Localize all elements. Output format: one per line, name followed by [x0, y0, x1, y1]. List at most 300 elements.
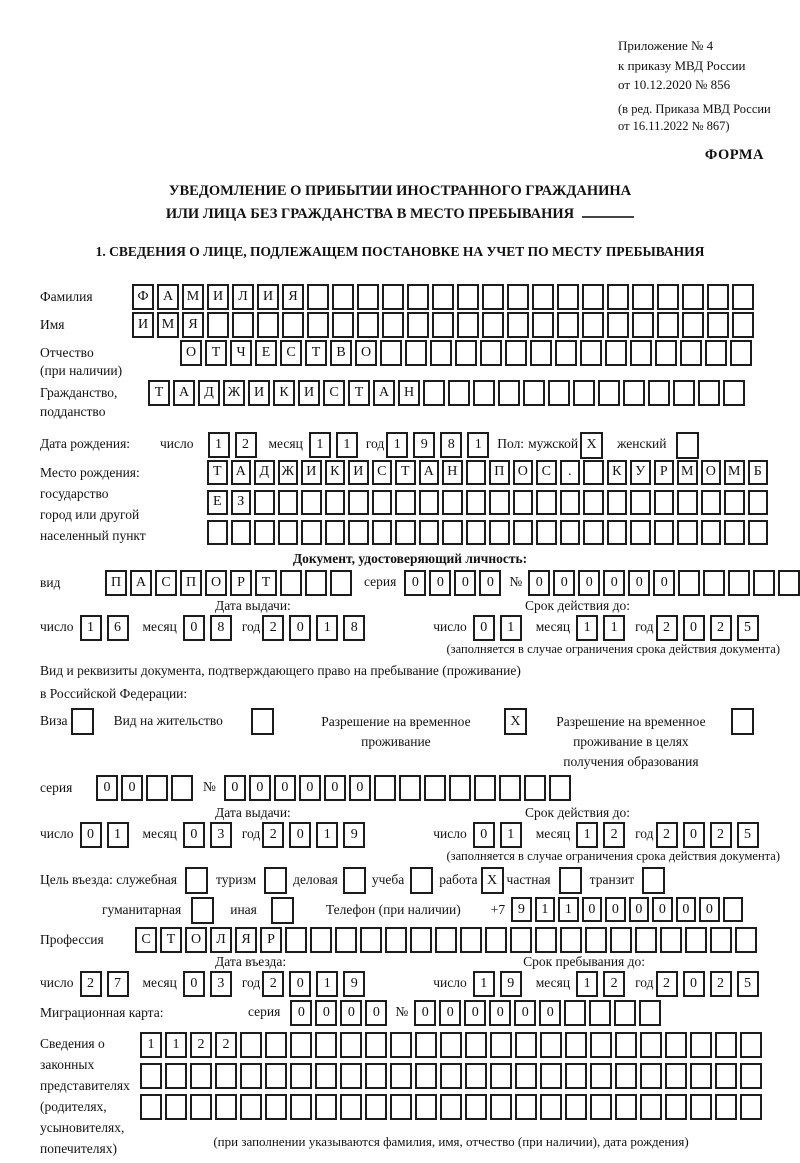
char-cell[interactable] — [590, 1094, 612, 1120]
char-cell[interactable]: 0 — [439, 1000, 461, 1026]
char-cell[interactable]: Т — [148, 380, 170, 406]
char-cell[interactable] — [648, 380, 670, 406]
char-cell[interactable] — [505, 340, 527, 366]
char-cell[interactable]: Д — [198, 380, 220, 406]
purpose-transit-checkbox[interactable] — [642, 867, 665, 894]
char-cell[interactable] — [582, 312, 604, 338]
char-cell[interactable]: К — [325, 460, 346, 485]
sex-female-checkbox[interactable] — [676, 432, 699, 459]
char-cell[interactable]: 0 — [629, 897, 650, 922]
char-cell[interactable]: С — [372, 460, 393, 485]
char-cell[interactable] — [573, 380, 595, 406]
char-cell[interactable]: М — [157, 312, 179, 338]
char-cell[interactable] — [340, 1094, 362, 1120]
char-cell[interactable] — [165, 1094, 187, 1120]
char-cell[interactable]: 1 — [316, 615, 338, 641]
char-cell[interactable] — [395, 490, 416, 515]
char-cell[interactable] — [473, 380, 495, 406]
char-cell[interactable] — [415, 1032, 437, 1058]
char-cell[interactable] — [380, 340, 402, 366]
char-cell[interactable] — [589, 1000, 611, 1026]
char-cell[interactable] — [654, 490, 675, 515]
char-cell[interactable] — [630, 520, 651, 545]
char-cell[interactable]: 5 — [737, 615, 759, 641]
char-cell[interactable]: П — [180, 570, 202, 596]
char-cell[interactable] — [489, 490, 510, 515]
char-cell[interactable]: 2 — [656, 822, 678, 848]
char-cell[interactable] — [466, 490, 487, 515]
char-cell[interactable] — [555, 340, 577, 366]
char-cell[interactable] — [490, 1032, 512, 1058]
char-cell[interactable]: Т — [205, 340, 227, 366]
char-cell[interactable] — [372, 520, 393, 545]
char-cell[interactable]: Т — [160, 927, 182, 953]
char-cell[interactable]: С — [155, 570, 177, 596]
char-cell[interactable]: 0 — [340, 1000, 362, 1026]
purpose-work-checkbox[interactable]: X — [481, 867, 504, 894]
char-cell[interactable] — [703, 570, 725, 596]
char-cell[interactable] — [507, 284, 529, 310]
char-cell[interactable]: 7 — [107, 971, 129, 997]
char-cell[interactable]: 0 — [183, 615, 205, 641]
char-cell[interactable] — [657, 284, 679, 310]
char-cell[interactable]: 2 — [215, 1032, 237, 1058]
char-cell[interactable] — [278, 490, 299, 515]
char-cell[interactable] — [682, 312, 704, 338]
char-cell[interactable] — [332, 284, 354, 310]
char-cell[interactable] — [360, 927, 382, 953]
char-cell[interactable] — [448, 380, 470, 406]
char-cell[interactable]: 1 — [500, 822, 522, 848]
char-cell[interactable] — [140, 1063, 162, 1089]
char-cell[interactable]: О — [185, 927, 207, 953]
char-cell[interactable] — [440, 1032, 462, 1058]
char-cell[interactable]: Ж — [223, 380, 245, 406]
char-cell[interactable]: 8 — [210, 615, 232, 641]
char-cell[interactable]: М — [182, 284, 204, 310]
char-cell[interactable] — [623, 380, 645, 406]
char-cell[interactable] — [524, 775, 546, 801]
char-cell[interactable]: Р — [230, 570, 252, 596]
char-cell[interactable] — [728, 570, 750, 596]
char-cell[interactable] — [278, 520, 299, 545]
char-cell[interactable] — [730, 340, 752, 366]
char-cell[interactable] — [515, 1094, 537, 1120]
char-cell[interactable]: И — [301, 460, 322, 485]
char-cell[interactable]: 1 — [558, 897, 579, 922]
char-cell[interactable] — [701, 520, 722, 545]
char-cell[interactable] — [282, 312, 304, 338]
char-cell[interactable]: О — [355, 340, 377, 366]
char-cell[interactable]: 0 — [479, 570, 501, 596]
char-cell[interactable] — [449, 775, 471, 801]
char-cell[interactable] — [690, 1063, 712, 1089]
char-cell[interactable] — [677, 520, 698, 545]
char-cell[interactable] — [654, 520, 675, 545]
char-cell[interactable]: М — [724, 460, 745, 485]
char-cell[interactable] — [165, 1063, 187, 1089]
char-cell[interactable] — [523, 380, 545, 406]
char-cell[interactable]: О — [513, 460, 534, 485]
char-cell[interactable] — [540, 1094, 562, 1120]
char-cell[interactable]: И — [248, 380, 270, 406]
char-cell[interactable] — [432, 284, 454, 310]
char-cell[interactable]: 2 — [262, 615, 284, 641]
char-cell[interactable] — [740, 1094, 762, 1120]
char-cell[interactable]: 0 — [290, 1000, 312, 1026]
char-cell[interactable] — [435, 927, 457, 953]
char-cell[interactable]: 2 — [603, 822, 625, 848]
char-cell[interactable] — [615, 1094, 637, 1120]
char-cell[interactable] — [640, 1032, 662, 1058]
char-cell[interactable] — [330, 570, 352, 596]
char-cell[interactable] — [357, 284, 379, 310]
char-cell[interactable]: 0 — [299, 775, 321, 801]
char-cell[interactable] — [535, 927, 557, 953]
char-cell[interactable] — [560, 490, 581, 515]
char-cell[interactable]: 2 — [603, 971, 625, 997]
char-cell[interactable]: 0 — [183, 971, 205, 997]
char-cell[interactable] — [290, 1032, 312, 1058]
char-cell[interactable] — [657, 312, 679, 338]
char-cell[interactable] — [678, 570, 700, 596]
char-cell[interactable] — [455, 340, 477, 366]
char-cell[interactable]: А — [130, 570, 152, 596]
char-cell[interactable] — [340, 1032, 362, 1058]
char-cell[interactable] — [215, 1094, 237, 1120]
char-cell[interactable] — [340, 1063, 362, 1089]
char-cell[interactable]: В — [330, 340, 352, 366]
char-cell[interactable] — [415, 1094, 437, 1120]
char-cell[interactable]: О — [701, 460, 722, 485]
char-cell[interactable]: 3 — [210, 822, 232, 848]
char-cell[interactable] — [307, 284, 329, 310]
char-cell[interactable] — [399, 775, 421, 801]
char-cell[interactable]: И — [257, 284, 279, 310]
char-cell[interactable] — [190, 1094, 212, 1120]
temp-residence-checkbox[interactable]: X — [504, 708, 527, 735]
char-cell[interactable]: 1 — [467, 432, 489, 458]
char-cell[interactable] — [440, 1063, 462, 1089]
char-cell[interactable] — [549, 775, 571, 801]
char-cell[interactable] — [690, 1094, 712, 1120]
char-cell[interactable] — [442, 490, 463, 515]
char-cell[interactable] — [753, 570, 775, 596]
char-cell[interactable] — [485, 927, 507, 953]
char-cell[interactable] — [490, 1063, 512, 1089]
char-cell[interactable]: Н — [398, 380, 420, 406]
char-cell[interactable]: 0 — [683, 971, 705, 997]
char-cell[interactable]: Ф — [132, 284, 154, 310]
char-cell[interactable] — [701, 490, 722, 515]
char-cell[interactable]: 0 — [289, 971, 311, 997]
char-cell[interactable] — [265, 1094, 287, 1120]
char-cell[interactable]: 1 — [80, 615, 102, 641]
char-cell[interactable] — [583, 490, 604, 515]
char-cell[interactable] — [640, 1063, 662, 1089]
char-cell[interactable] — [715, 1032, 737, 1058]
char-cell[interactable]: . — [560, 460, 581, 485]
char-cell[interactable]: 0 — [224, 775, 246, 801]
char-cell[interactable] — [240, 1032, 262, 1058]
char-cell[interactable]: И — [348, 460, 369, 485]
char-cell[interactable]: Т — [305, 340, 327, 366]
char-cell[interactable]: 9 — [343, 822, 365, 848]
char-cell[interactable]: 0 — [429, 570, 451, 596]
char-cell[interactable] — [580, 340, 602, 366]
purpose-other-checkbox[interactable] — [271, 897, 294, 924]
char-cell[interactable] — [748, 520, 769, 545]
char-cell[interactable] — [607, 490, 628, 515]
char-cell[interactable]: 0 — [473, 615, 495, 641]
char-cell[interactable]: О — [205, 570, 227, 596]
char-cell[interactable] — [715, 1094, 737, 1120]
char-cell[interactable] — [315, 1063, 337, 1089]
char-cell[interactable] — [685, 927, 707, 953]
char-cell[interactable] — [419, 490, 440, 515]
char-cell[interactable] — [482, 284, 504, 310]
char-cell[interactable]: Т — [255, 570, 277, 596]
char-cell[interactable]: 0 — [582, 897, 603, 922]
char-cell[interactable]: 1 — [165, 1032, 187, 1058]
char-cell[interactable] — [482, 312, 504, 338]
char-cell[interactable]: Ж — [278, 460, 299, 485]
char-cell[interactable] — [532, 312, 554, 338]
char-cell[interactable] — [171, 775, 193, 801]
char-cell[interactable] — [513, 490, 534, 515]
char-cell[interactable]: А — [373, 380, 395, 406]
char-cell[interactable] — [565, 1094, 587, 1120]
char-cell[interactable]: 0 — [249, 775, 271, 801]
char-cell[interactable] — [590, 1063, 612, 1089]
char-cell[interactable]: 1 — [208, 432, 230, 458]
char-cell[interactable] — [146, 775, 168, 801]
char-cell[interactable]: 2 — [235, 432, 257, 458]
char-cell[interactable]: 0 — [553, 570, 575, 596]
char-cell[interactable]: 0 — [489, 1000, 511, 1026]
char-cell[interactable]: 0 — [514, 1000, 536, 1026]
char-cell[interactable] — [460, 927, 482, 953]
char-cell[interactable] — [382, 312, 404, 338]
char-cell[interactable] — [489, 520, 510, 545]
char-cell[interactable]: 8 — [440, 432, 462, 458]
char-cell[interactable] — [640, 1094, 662, 1120]
char-cell[interactable]: 1 — [316, 971, 338, 997]
char-cell[interactable] — [215, 1063, 237, 1089]
char-cell[interactable] — [732, 312, 754, 338]
char-cell[interactable] — [536, 490, 557, 515]
char-cell[interactable]: Т — [207, 460, 228, 485]
char-cell[interactable]: П — [105, 570, 127, 596]
char-cell[interactable] — [390, 1032, 412, 1058]
char-cell[interactable] — [707, 312, 729, 338]
char-cell[interactable] — [265, 1032, 287, 1058]
char-cell[interactable]: Р — [654, 460, 675, 485]
purpose-business-checkbox[interactable] — [343, 867, 366, 894]
char-cell[interactable]: С — [323, 380, 345, 406]
char-cell[interactable] — [724, 490, 745, 515]
char-cell[interactable] — [565, 1063, 587, 1089]
char-cell[interactable]: 0 — [289, 615, 311, 641]
char-cell[interactable]: Д — [254, 460, 275, 485]
char-cell[interactable] — [707, 284, 729, 310]
char-cell[interactable]: 0 — [676, 897, 697, 922]
char-cell[interactable] — [207, 520, 228, 545]
char-cell[interactable]: 1 — [603, 615, 625, 641]
char-cell[interactable]: 1 — [473, 971, 495, 997]
char-cell[interactable]: 0 — [274, 775, 296, 801]
char-cell[interactable] — [405, 340, 427, 366]
char-cell[interactable]: 9 — [511, 897, 532, 922]
char-cell[interactable]: 2 — [190, 1032, 212, 1058]
char-cell[interactable]: 1 — [107, 822, 129, 848]
char-cell[interactable] — [365, 1032, 387, 1058]
char-cell[interactable]: Б — [748, 460, 769, 485]
char-cell[interactable] — [583, 460, 604, 485]
char-cell[interactable]: 0 — [683, 615, 705, 641]
char-cell[interactable]: 0 — [121, 775, 143, 801]
char-cell[interactable] — [415, 1063, 437, 1089]
char-cell[interactable] — [410, 927, 432, 953]
char-cell[interactable]: 0 — [324, 775, 346, 801]
char-cell[interactable] — [372, 490, 393, 515]
char-cell[interactable] — [630, 490, 651, 515]
char-cell[interactable]: Л — [210, 927, 232, 953]
char-cell[interactable] — [565, 1032, 587, 1058]
char-cell[interactable]: 1 — [336, 432, 358, 458]
char-cell[interactable]: 2 — [710, 615, 732, 641]
char-cell[interactable] — [207, 312, 229, 338]
char-cell[interactable]: И — [298, 380, 320, 406]
char-cell[interactable]: С — [135, 927, 157, 953]
char-cell[interactable] — [513, 520, 534, 545]
char-cell[interactable] — [515, 1063, 537, 1089]
char-cell[interactable]: 1 — [316, 822, 338, 848]
char-cell[interactable]: 0 — [315, 1000, 337, 1026]
temp-residence-education-checkbox[interactable] — [731, 708, 754, 735]
char-cell[interactable]: 1 — [309, 432, 331, 458]
char-cell[interactable]: 0 — [699, 897, 720, 922]
char-cell[interactable] — [390, 1063, 412, 1089]
char-cell[interactable] — [457, 284, 479, 310]
char-cell[interactable]: 9 — [500, 971, 522, 997]
char-cell[interactable] — [419, 520, 440, 545]
char-cell[interactable]: 0 — [528, 570, 550, 596]
char-cell[interactable] — [732, 284, 754, 310]
char-cell[interactable]: С — [280, 340, 302, 366]
char-cell[interactable]: 8 — [343, 615, 365, 641]
char-cell[interactable]: 1 — [576, 822, 598, 848]
char-cell[interactable] — [423, 380, 445, 406]
char-cell[interactable] — [605, 340, 627, 366]
char-cell[interactable]: 0 — [605, 897, 626, 922]
char-cell[interactable] — [310, 927, 332, 953]
char-cell[interactable] — [254, 520, 275, 545]
char-cell[interactable] — [560, 927, 582, 953]
char-cell[interactable] — [465, 1094, 487, 1120]
char-cell[interactable] — [735, 927, 757, 953]
char-cell[interactable]: И — [132, 312, 154, 338]
char-cell[interactable]: 0 — [683, 822, 705, 848]
char-cell[interactable] — [665, 1032, 687, 1058]
char-cell[interactable] — [442, 520, 463, 545]
char-cell[interactable] — [357, 312, 379, 338]
char-cell[interactable] — [374, 775, 396, 801]
char-cell[interactable] — [315, 1094, 337, 1120]
char-cell[interactable]: Я — [235, 927, 257, 953]
char-cell[interactable]: Н — [442, 460, 463, 485]
char-cell[interactable]: А — [157, 284, 179, 310]
char-cell[interactable]: 0 — [603, 570, 625, 596]
char-cell[interactable] — [499, 775, 521, 801]
char-cell[interactable]: Я — [182, 312, 204, 338]
char-cell[interactable] — [536, 520, 557, 545]
char-cell[interactable] — [301, 520, 322, 545]
visa-checkbox[interactable] — [71, 708, 94, 735]
char-cell[interactable] — [305, 570, 327, 596]
char-cell[interactable]: 0 — [653, 570, 675, 596]
char-cell[interactable] — [395, 520, 416, 545]
char-cell[interactable]: Я — [282, 284, 304, 310]
char-cell[interactable] — [665, 1094, 687, 1120]
char-cell[interactable] — [698, 380, 720, 406]
char-cell[interactable] — [335, 927, 357, 953]
char-cell[interactable] — [635, 927, 657, 953]
char-cell[interactable] — [690, 1032, 712, 1058]
char-cell[interactable] — [705, 340, 727, 366]
sex-male-checkbox[interactable]: X — [580, 432, 603, 459]
char-cell[interactable]: У — [630, 460, 651, 485]
char-cell[interactable]: О — [180, 340, 202, 366]
char-cell[interactable]: С — [536, 460, 557, 485]
char-cell[interactable]: Т — [348, 380, 370, 406]
char-cell[interactable]: 0 — [414, 1000, 436, 1026]
char-cell[interactable] — [440, 1094, 462, 1120]
char-cell[interactable]: Т — [395, 460, 416, 485]
char-cell[interactable] — [457, 312, 479, 338]
char-cell[interactable] — [240, 1094, 262, 1120]
char-cell[interactable] — [665, 1063, 687, 1089]
char-cell[interactable]: 0 — [652, 897, 673, 922]
char-cell[interactable]: П — [489, 460, 510, 485]
char-cell[interactable]: 0 — [473, 822, 495, 848]
char-cell[interactable]: 9 — [413, 432, 435, 458]
char-cell[interactable]: 0 — [183, 822, 205, 848]
char-cell[interactable] — [540, 1063, 562, 1089]
char-cell[interactable] — [560, 520, 581, 545]
char-cell[interactable] — [424, 775, 446, 801]
char-cell[interactable] — [673, 380, 695, 406]
char-cell[interactable] — [315, 1032, 337, 1058]
char-cell[interactable]: Л — [232, 284, 254, 310]
char-cell[interactable]: А — [173, 380, 195, 406]
char-cell[interactable] — [254, 490, 275, 515]
char-cell[interactable]: 0 — [628, 570, 650, 596]
char-cell[interactable]: 1 — [140, 1032, 162, 1058]
char-cell[interactable]: 0 — [289, 822, 311, 848]
char-cell[interactable]: 0 — [464, 1000, 486, 1026]
char-cell[interactable]: 2 — [656, 971, 678, 997]
char-cell[interactable] — [583, 520, 604, 545]
char-cell[interactable] — [585, 927, 607, 953]
char-cell[interactable] — [510, 927, 532, 953]
char-cell[interactable] — [465, 1063, 487, 1089]
char-cell[interactable] — [390, 1094, 412, 1120]
char-cell[interactable] — [582, 284, 604, 310]
char-cell[interactable] — [724, 520, 745, 545]
char-cell[interactable]: 0 — [578, 570, 600, 596]
char-cell[interactable] — [540, 1032, 562, 1058]
